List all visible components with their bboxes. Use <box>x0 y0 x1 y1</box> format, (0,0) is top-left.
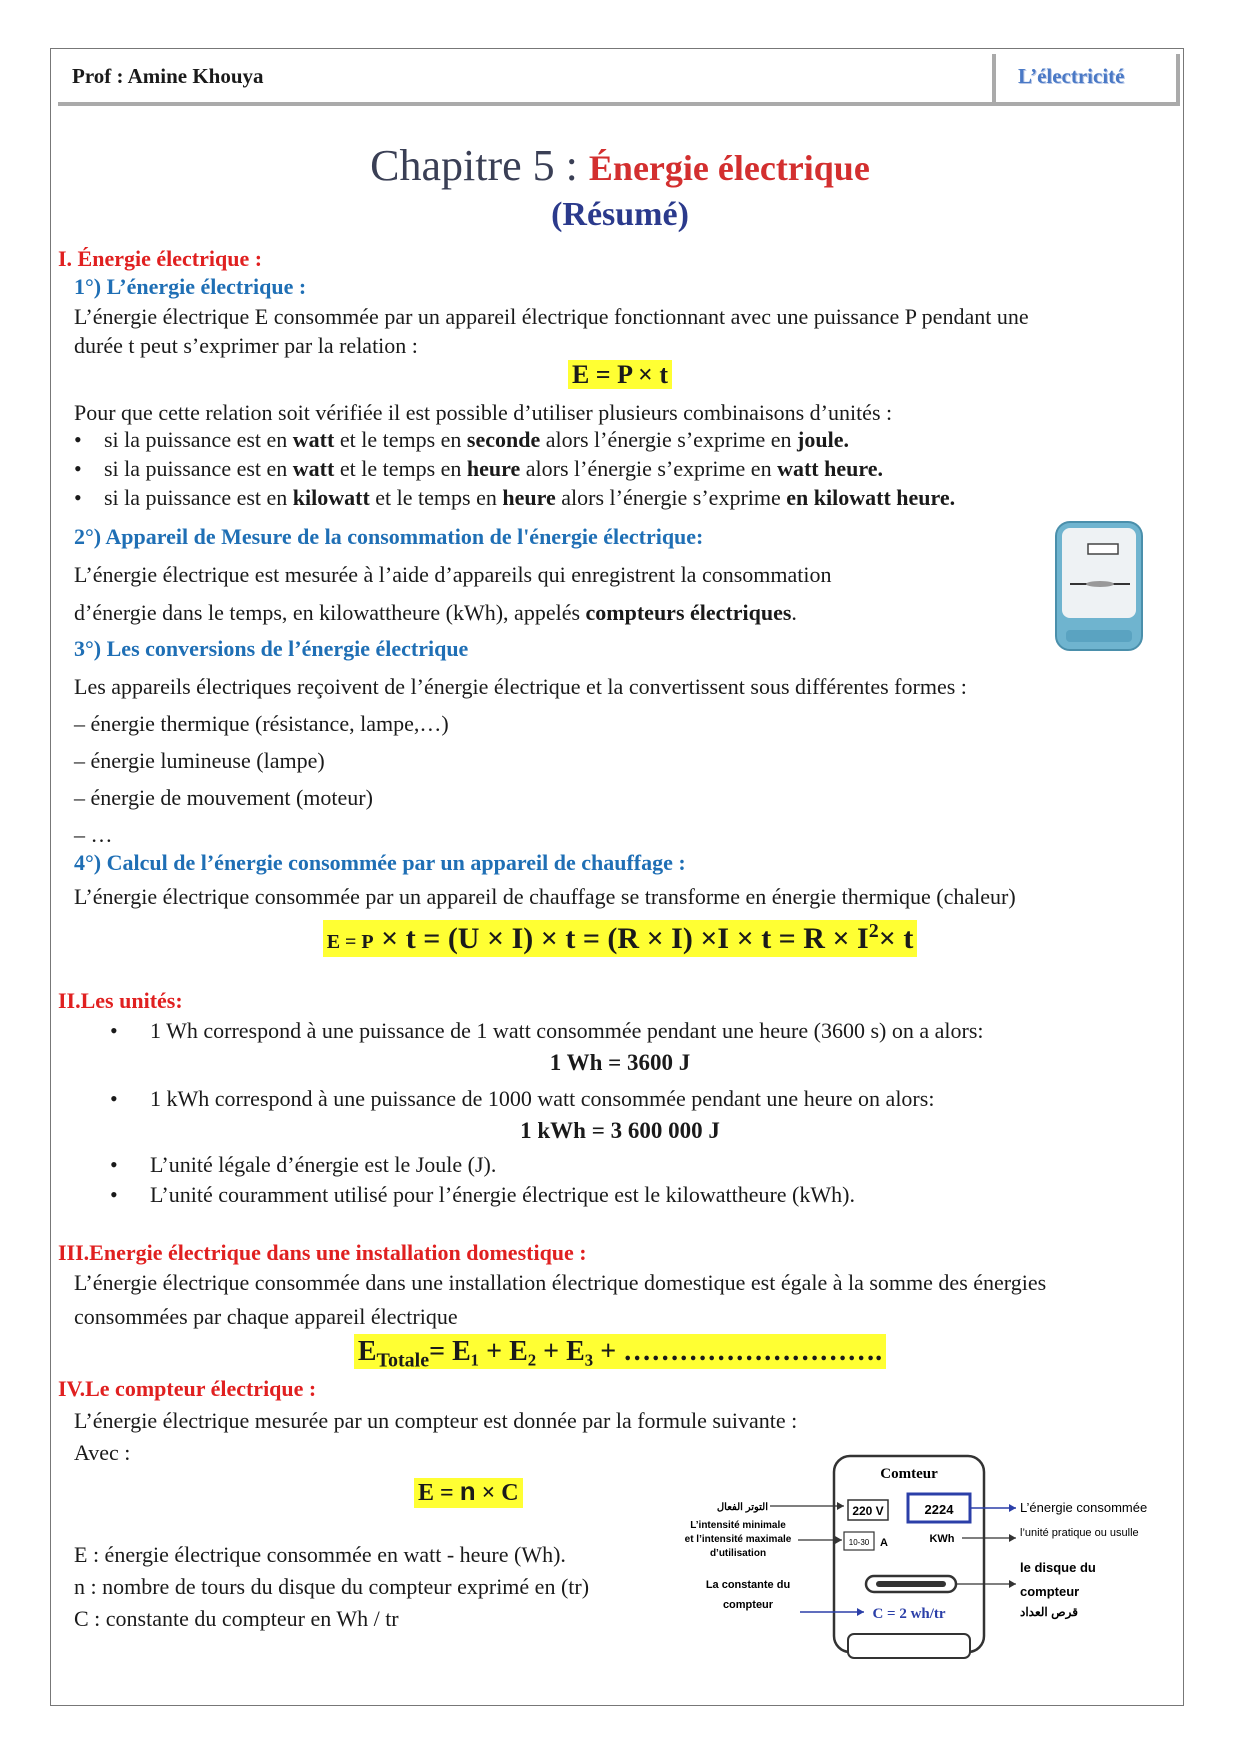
def-n: n : nombre de tours du disque du compteur exprimé en (tr) <box>74 1574 590 1599</box>
unit-bullet: • si la puissance est en kilowatt et le temps en heure alors l’énergie s’exprime en kilowatt heure. <box>74 485 956 510</box>
def-c: C : constante du compteur en Wh / tr <box>74 1606 399 1631</box>
units-bullet: • L’unité couramment utilisé pour l’énergie électrique est le kilowattheure (kWh). <box>110 1182 855 1207</box>
formula-1-wrap <box>0 360 1240 390</box>
label-voltage-ar: التوتر الفعال <box>716 1502 768 1513</box>
meter-voltage: 220 V <box>852 1504 884 1518</box>
meter-disk <box>876 1581 946 1587</box>
arrow-head <box>1009 1534 1016 1542</box>
label-constant: La constante du <box>705 1579 791 1591</box>
meter-current: 10-30 <box>848 1538 870 1547</box>
sub1-text2: durée t peut s’exprimer par la relation : <box>74 333 418 358</box>
unit-bullet: • si la puissance est en watt et le temps en heure alors l’énergie s’exprime en watt heure. <box>74 456 883 481</box>
sub3-heading: 3°) Les conversions de l’énergie électrique <box>74 636 469 661</box>
section3-text2: consommées par chaque appareil électrique <box>74 1304 458 1329</box>
formula-4-wrap <box>414 1476 523 1507</box>
meter-current-unit: A <box>880 1537 888 1549</box>
meter-reading: 2224 <box>924 1502 954 1517</box>
conversion-item: – énergie lumineuse (lampe) <box>74 748 325 773</box>
electric-meter-icon <box>1052 518 1148 656</box>
section2-heading: II.Les unités: <box>58 988 183 1013</box>
label-unit: l’unité pratique ou usulle <box>1020 1527 1139 1539</box>
section1-heading: I. Énergie électrique : <box>58 246 263 271</box>
formula-kwh: 1 kWh = 3 600 000 J <box>520 1118 720 1143</box>
sub4-text: L’énergie électrique consommée par un appareil de chauffage se transforme en énergie thermique (chaleur) <box>74 884 1016 909</box>
label-intensity: L’intensité minimale <box>690 1520 786 1531</box>
unit-bullet: • si la puissance est en watt et le temps en seconde alors l’énergie s’exprime en joule. <box>74 427 849 452</box>
page-subtitle: (Résumé) <box>551 196 689 233</box>
page-title <box>0 140 1240 191</box>
sub1-text1: L’énergie électrique E consommée par un appareil électrique fonctionnant avec une puissance P pendant une <box>74 304 1029 329</box>
formula-2-wrap <box>0 920 1240 956</box>
formula-counter: E = n × C <box>414 1478 523 1508</box>
section4-text: L’énergie électrique mesurée par un compteur est donnée par la formule suivante : <box>74 1408 798 1433</box>
sub2-heading: 2°) Appareil de Mesure de la consommation de l'énergie électrique: <box>74 524 704 549</box>
header-author: Prof : Amine Khouya <box>72 64 264 88</box>
conversion-item: – énergie de mouvement (moteur) <box>74 785 373 810</box>
label-intensity: et l’intensité maximale <box>684 1534 792 1545</box>
formula-e-pt: E = P × t <box>568 360 672 389</box>
meter-diagram <box>680 1454 1180 1664</box>
arrow-head <box>1009 1580 1016 1588</box>
sub1-heading: 1°) L’énergie électrique : <box>74 274 307 299</box>
meter-base <box>848 1634 970 1658</box>
label-disk: le disque du <box>1020 1560 1096 1575</box>
sub1-intro: Pour que cette relation soit vérifiée il est possible d’utiliser plusieurs combinaisons d’unités : <box>74 400 893 425</box>
header-separator <box>992 54 996 102</box>
units-bullet: • 1 Wh correspond à une puissance de 1 watt consommée pendant une heure (3600 s) on a alors: <box>110 1018 984 1043</box>
units-bullet: • 1 kWh correspond à une puissance de 1000 watt consommée pendant une heure on alors: <box>110 1086 935 1111</box>
arrow-head <box>1009 1504 1016 1512</box>
title-prefix: Chapitre 5 : <box>370 141 589 190</box>
label-disk: compteur <box>1020 1584 1080 1599</box>
sub3-text: Les appareils électriques reçoivent de l’énergie électrique et la convertissent sous différentes formes : <box>74 674 967 699</box>
meter-unit: KWh <box>929 1533 955 1545</box>
label-disk-ar: قرص العداد <box>1020 1605 1078 1619</box>
meter-constant: C = 2 wh/tr <box>872 1606 946 1622</box>
sub2-text1: L’énergie électrique est mesurée à l’aide d’appareils qui enregistrent la consommation <box>74 562 832 587</box>
def-e: E : énergie électrique consommée en watt - heure (Wh). <box>74 1542 566 1567</box>
formula-heating: $E = P \times t = (U \times I) \times t = (R \times I) \times I \times t = R \times I^2\times t$ <box>323 920 918 957</box>
section4-heading: IV.Le compteur électrique : <box>58 1376 317 1401</box>
sub2-text2: d’énergie dans le temps, en kilowattheure (kWh), appelés compteurs électriques. <box>74 600 797 625</box>
meter-title: Comteur <box>880 1466 938 1482</box>
section3-text1: L’énergie électrique consommée dans une installation électrique domestique est égale à la somme des énergies <box>74 1270 1047 1295</box>
formula-total: $E_{Totale}= E_1 + E_2 + E_3$ + ………………………. <box>354 1334 886 1369</box>
label-constant: compteur <box>722 1599 774 1611</box>
label-energy: L’énergie consommée <box>1020 1500 1148 1515</box>
section4-avec: Avec : <box>74 1440 131 1465</box>
units-bullet: • L’unité légale d’énergie est le Joule (J). <box>110 1152 497 1177</box>
conversion-item: – … <box>74 822 113 847</box>
formula-wh: 1 Wh = 3600 J <box>549 1050 691 1075</box>
meter-body <box>834 1456 984 1652</box>
section3-heading: III.Energie électrique dans une installation domestique : <box>58 1240 587 1265</box>
header-subject: L’électricité <box>1018 64 1125 88</box>
conversion-item: – énergie thermique (résistance, lampe,…) <box>74 711 449 736</box>
title-highlight: Énergie électrique <box>588 148 870 188</box>
formula-3-wrap <box>0 1336 1240 1373</box>
sub4-heading: 4°) Calcul de l’énergie consommée par un appareil de chauffage : <box>74 850 686 875</box>
label-intensity: d’utilisation <box>709 1548 767 1559</box>
